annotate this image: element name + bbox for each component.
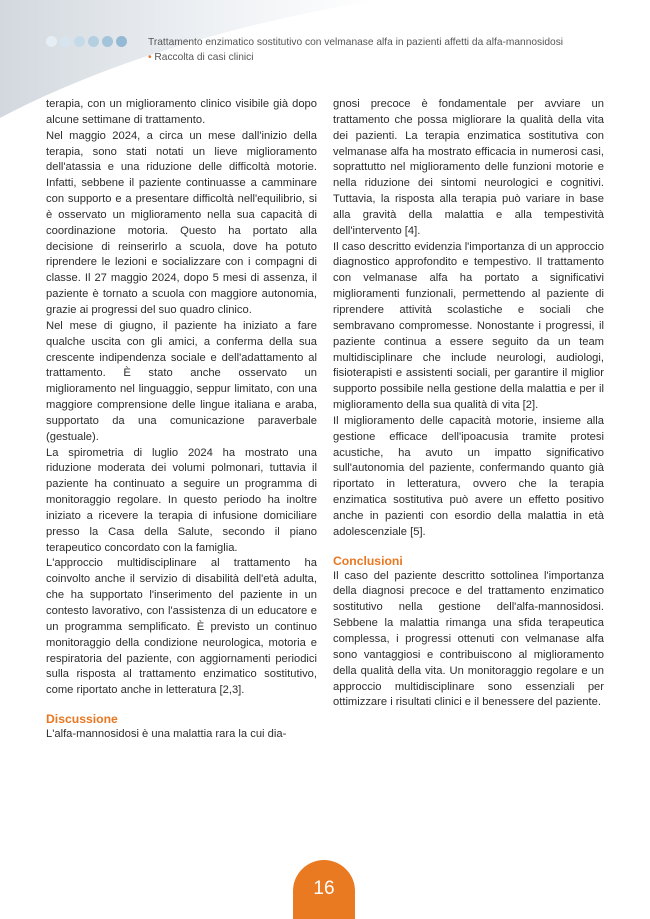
body-paragraph: Nel mese di giugno, il paziente ha iniziato a fare qualche uscita con gli amici, a conferma della sua crescente indipendenza sociale e dell'adattamento al trattamento. È stato anche osservato un miglioramento nel linguaggio, seppur limitato, con una maggiore comprensione delle lingue italiana e araba, supportato da una comunicazione paraverbale (gestuale). [46, 319, 317, 443]
body-paragraph: gnosi precoce è fondamentale per avviare un trattamento che possa migliorare la qualità della vita dei pazienti. La terapia enzimatica sostitutiva con velmanase alfa ha mostrato efficacia in numerosi casi, soprattutto nel miglioramento delle funzioni motorie e nella riduzione dei sintomi neurologici e cognitivi. Tuttavia, la risposta alla terapia può variare in base alla gravità della malattia e alla tempestività dell'intervento [4]. [333, 98, 604, 237]
body-paragraph: Il caso descritto evidenzia l'importanza di un approccio diagnostico approfondito e tempestivo. Il trattamento con velmanase alfa ha portato a significativi miglioramenti funzionali, permettendo al paziente di riprendere attività scolastiche e sociali che sembravano compromesse. Nonostante i progressi, il paziente continua a essere seguito da un team multidisciplinare che include neurologi, audiologi, fisioterapisti e assistenti sociali, per garantire il miglior supporto possibile nella gestione della malattia e per il miglioramento della sua qualità di vita [2]. [333, 240, 604, 412]
header-dot-5 [102, 36, 113, 47]
header-dot-2 [60, 36, 71, 47]
running-header [148, 35, 563, 65]
body-paragraph: Il miglioramento delle capacità motorie, insieme alla gestione efficace dell'ipoacusia tramite protesi acustiche, ha avuto un impatto significativo sull'autonomia del paziente, confermando quanto già riportato in letteratura, ovvero che la terapia enzimatica sostitutiva può avere un effetto positivo anche in pazienti con esordio della malattia in età adolescenziale [5]. [333, 414, 604, 538]
right-column [333, 97, 604, 711]
body-paragraph: L'approccio multidisciplinare al trattamento ha coinvolto anche il servizio di disabilità dell'età adulta, che ha supportato l'inserimento del paziente in un contesto lavorativo, con l'assistenza di un educatore e un programma semplificato. È previsto un continuo monitoraggio della condizione neurologica, motoria e respiratoria del paziente, con aggiornamenti periodici sulla risposta al trattamento enzimatico sostitutivo, come riportato anche in letteratura [2,3]. [46, 557, 317, 697]
body-paragraph: Il caso del paziente descritto sottolinea l'importanza della diagnosi precoce e del trattamento enzimatico sostitutivo nella gestione dell'alfa-mannosidosi. Sebbene la malattia rimanga una sfida terapeutica complessa, i progressi ottenuti con velmanase alfa sono vantaggiosi e contribuiscono al miglioramento della qualità della vita. Un monitoraggio regolare e un approccio multidisciplinare sono essenziali per ottimizzare i risultati clinici e il benessere del paziente. [333, 569, 604, 709]
section-heading-conclusioni: Conclusioni [333, 553, 403, 568]
header-dot-6 [116, 36, 127, 47]
page-number: 16 [313, 878, 335, 899]
left-column [46, 97, 317, 743]
header-dots [46, 35, 127, 47]
body-paragraph: L'alfa-mannosidosi è una malattia rara la cui dia- [46, 728, 287, 741]
running-header-subtitle [148, 50, 563, 65]
header-dot-3 [74, 36, 85, 47]
header-bullet: • [148, 52, 152, 63]
body-paragraph: La spirometria di luglio 2024 ha mostrato una riduzione moderata dei volumi polmonari, tuttavia il paziente ha continuato a seguire un programma di monitoraggio regolare. In questo periodo ha inoltre iniziato a ricevere la terapia di infusione domiciliare presso la Casa della Salute, secondo il piano terapeutico concordato con la famiglia. [46, 446, 317, 554]
section-heading-discussione: Discussione [46, 712, 118, 727]
header-dot-4 [88, 36, 99, 47]
page-number-tab [293, 860, 355, 919]
header-dot-1 [46, 36, 57, 47]
body-paragraph: terapia, con un miglioramento clinico visibile già dopo alcune settimane di trattamento. [46, 98, 317, 126]
body-paragraph: Nel maggio 2024, a circa un mese dall'inizio della terapia, sono stati notati un lieve miglioramento dell'atassia e una riduzione delle difficoltà motorie. Infatti, sebbene il paziente continuasse a camminare con supporto e a presentare difficoltà nell'equilibrio, si è osservato un miglioramento nella sua capacità di coordinazione motoria. Questo ha portato alla decisione di reinserirlo a scuola, dove ha potuto riprendere le lezioni e socializzare con i compagni di classe. Il 27 maggio 2024, dopo 5 mesi di assenza, il paziente è tornato a scuola con maggiore autonomia, grazie ai progressi del suo quadro clinico. [46, 129, 317, 316]
running-header-subtitle-text: Raccolta di casi clinici [154, 52, 254, 63]
running-header-title: Trattamento enzimatico sostitutivo con velmanase alfa in pazienti affetti da alfa-mannosidosi [148, 37, 564, 48]
